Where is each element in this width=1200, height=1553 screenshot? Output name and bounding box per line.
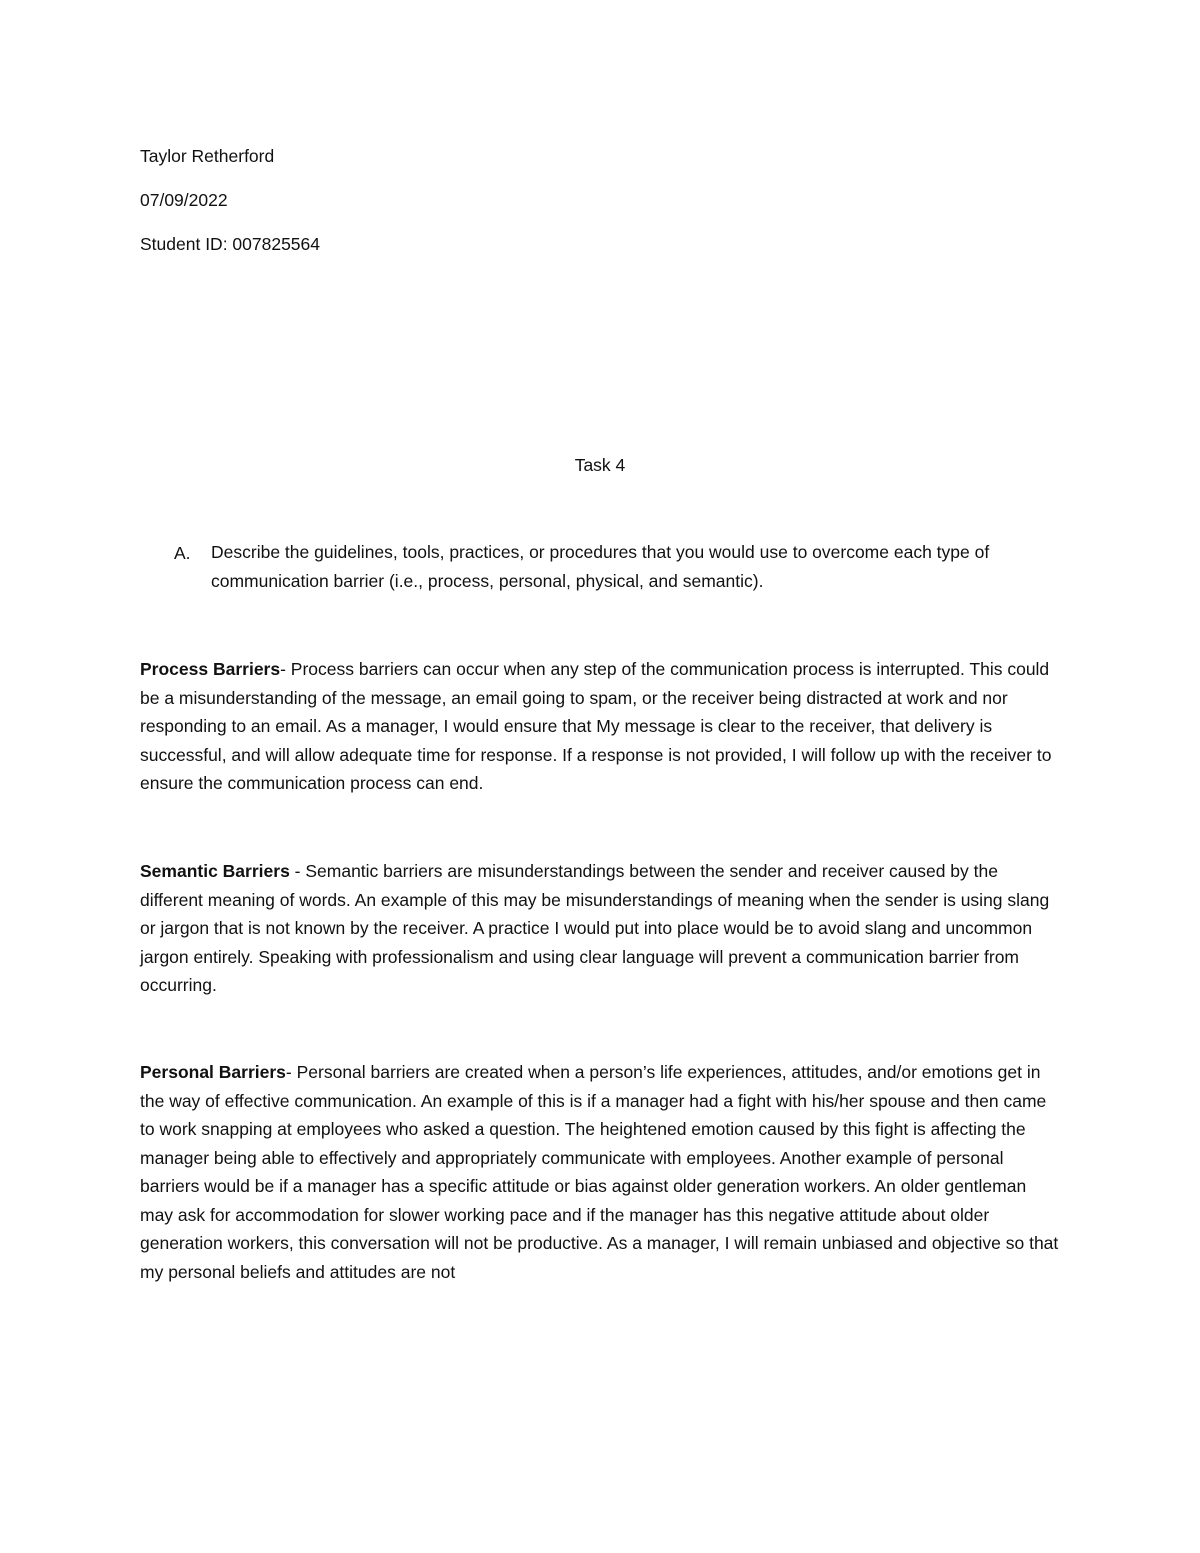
semantic-barriers-heading: Semantic Barriers: [140, 861, 290, 881]
question-text: Describe the guidelines, tools, practices, or procedures that you would use to overcome each type of communication barrier (i.e., process, personal, physical, and semantic).: [211, 542, 990, 591]
personal-barriers-paragraph: [140, 1058, 1060, 1286]
process-barriers-body: - Process barriers can occur when any step of the communication process is interrupted. This could be a misunderstanding of the message, an email going to spam, or the receiver being distracted at work and nor responding to an email. As a manager, I would ensure that My message is clear to the receiver, that delivery is successful, and will allow adequate time for response. If a response is not provided, I will follow up with the receiver to ensure the communication process can end.: [140, 659, 1052, 793]
semantic-barriers-paragraph: [140, 857, 1060, 1000]
document-title: Task 4: [574, 455, 626, 475]
author-name: Taylor Retherford: [140, 146, 275, 166]
personal-barriers-body: - Personal barriers are created when a person’s life experiences, attitudes, and/or emotions get in the way of effective communication. An example of this is if a manager had a fight with his/her spouse and then came to work snapping at employees who asked a question. The heightened emotion caused by this fight is affecting the manager being able to effectively and appropriately communicate with employees. Another example of personal barriers would be if a manager has a specific attitude or bias against older generation workers. An older gentleman may ask for accommodation for slower working pace and if the manager has this negative attitude about older generation workers, this conversation will not be productive. As a manager, I will remain unbiased and objective so that my personal beliefs and attitudes are not: [140, 1062, 1059, 1282]
semantic-barriers-body: - Semantic barriers are misunderstandings between the sender and receiver caused by the different meaning of words. An example of this may be misunderstandings of meaning when the sender is using slang or jargon that is not known by the receiver. A practice I would put into place would be to avoid slang and uncommon jargon entirely. Speaking with professionalism and using clear language will prevent a communication barrier from occurring.: [140, 861, 1050, 995]
process-barriers-heading: Process Barriers: [140, 659, 281, 679]
student-id: Student ID: 007825564: [140, 234, 321, 254]
process-barriers-paragraph: [140, 655, 1060, 798]
question-label: A.: [174, 543, 191, 563]
personal-barriers-heading: Personal Barriers: [140, 1062, 286, 1082]
document-date: 07/09/2022: [140, 190, 228, 210]
